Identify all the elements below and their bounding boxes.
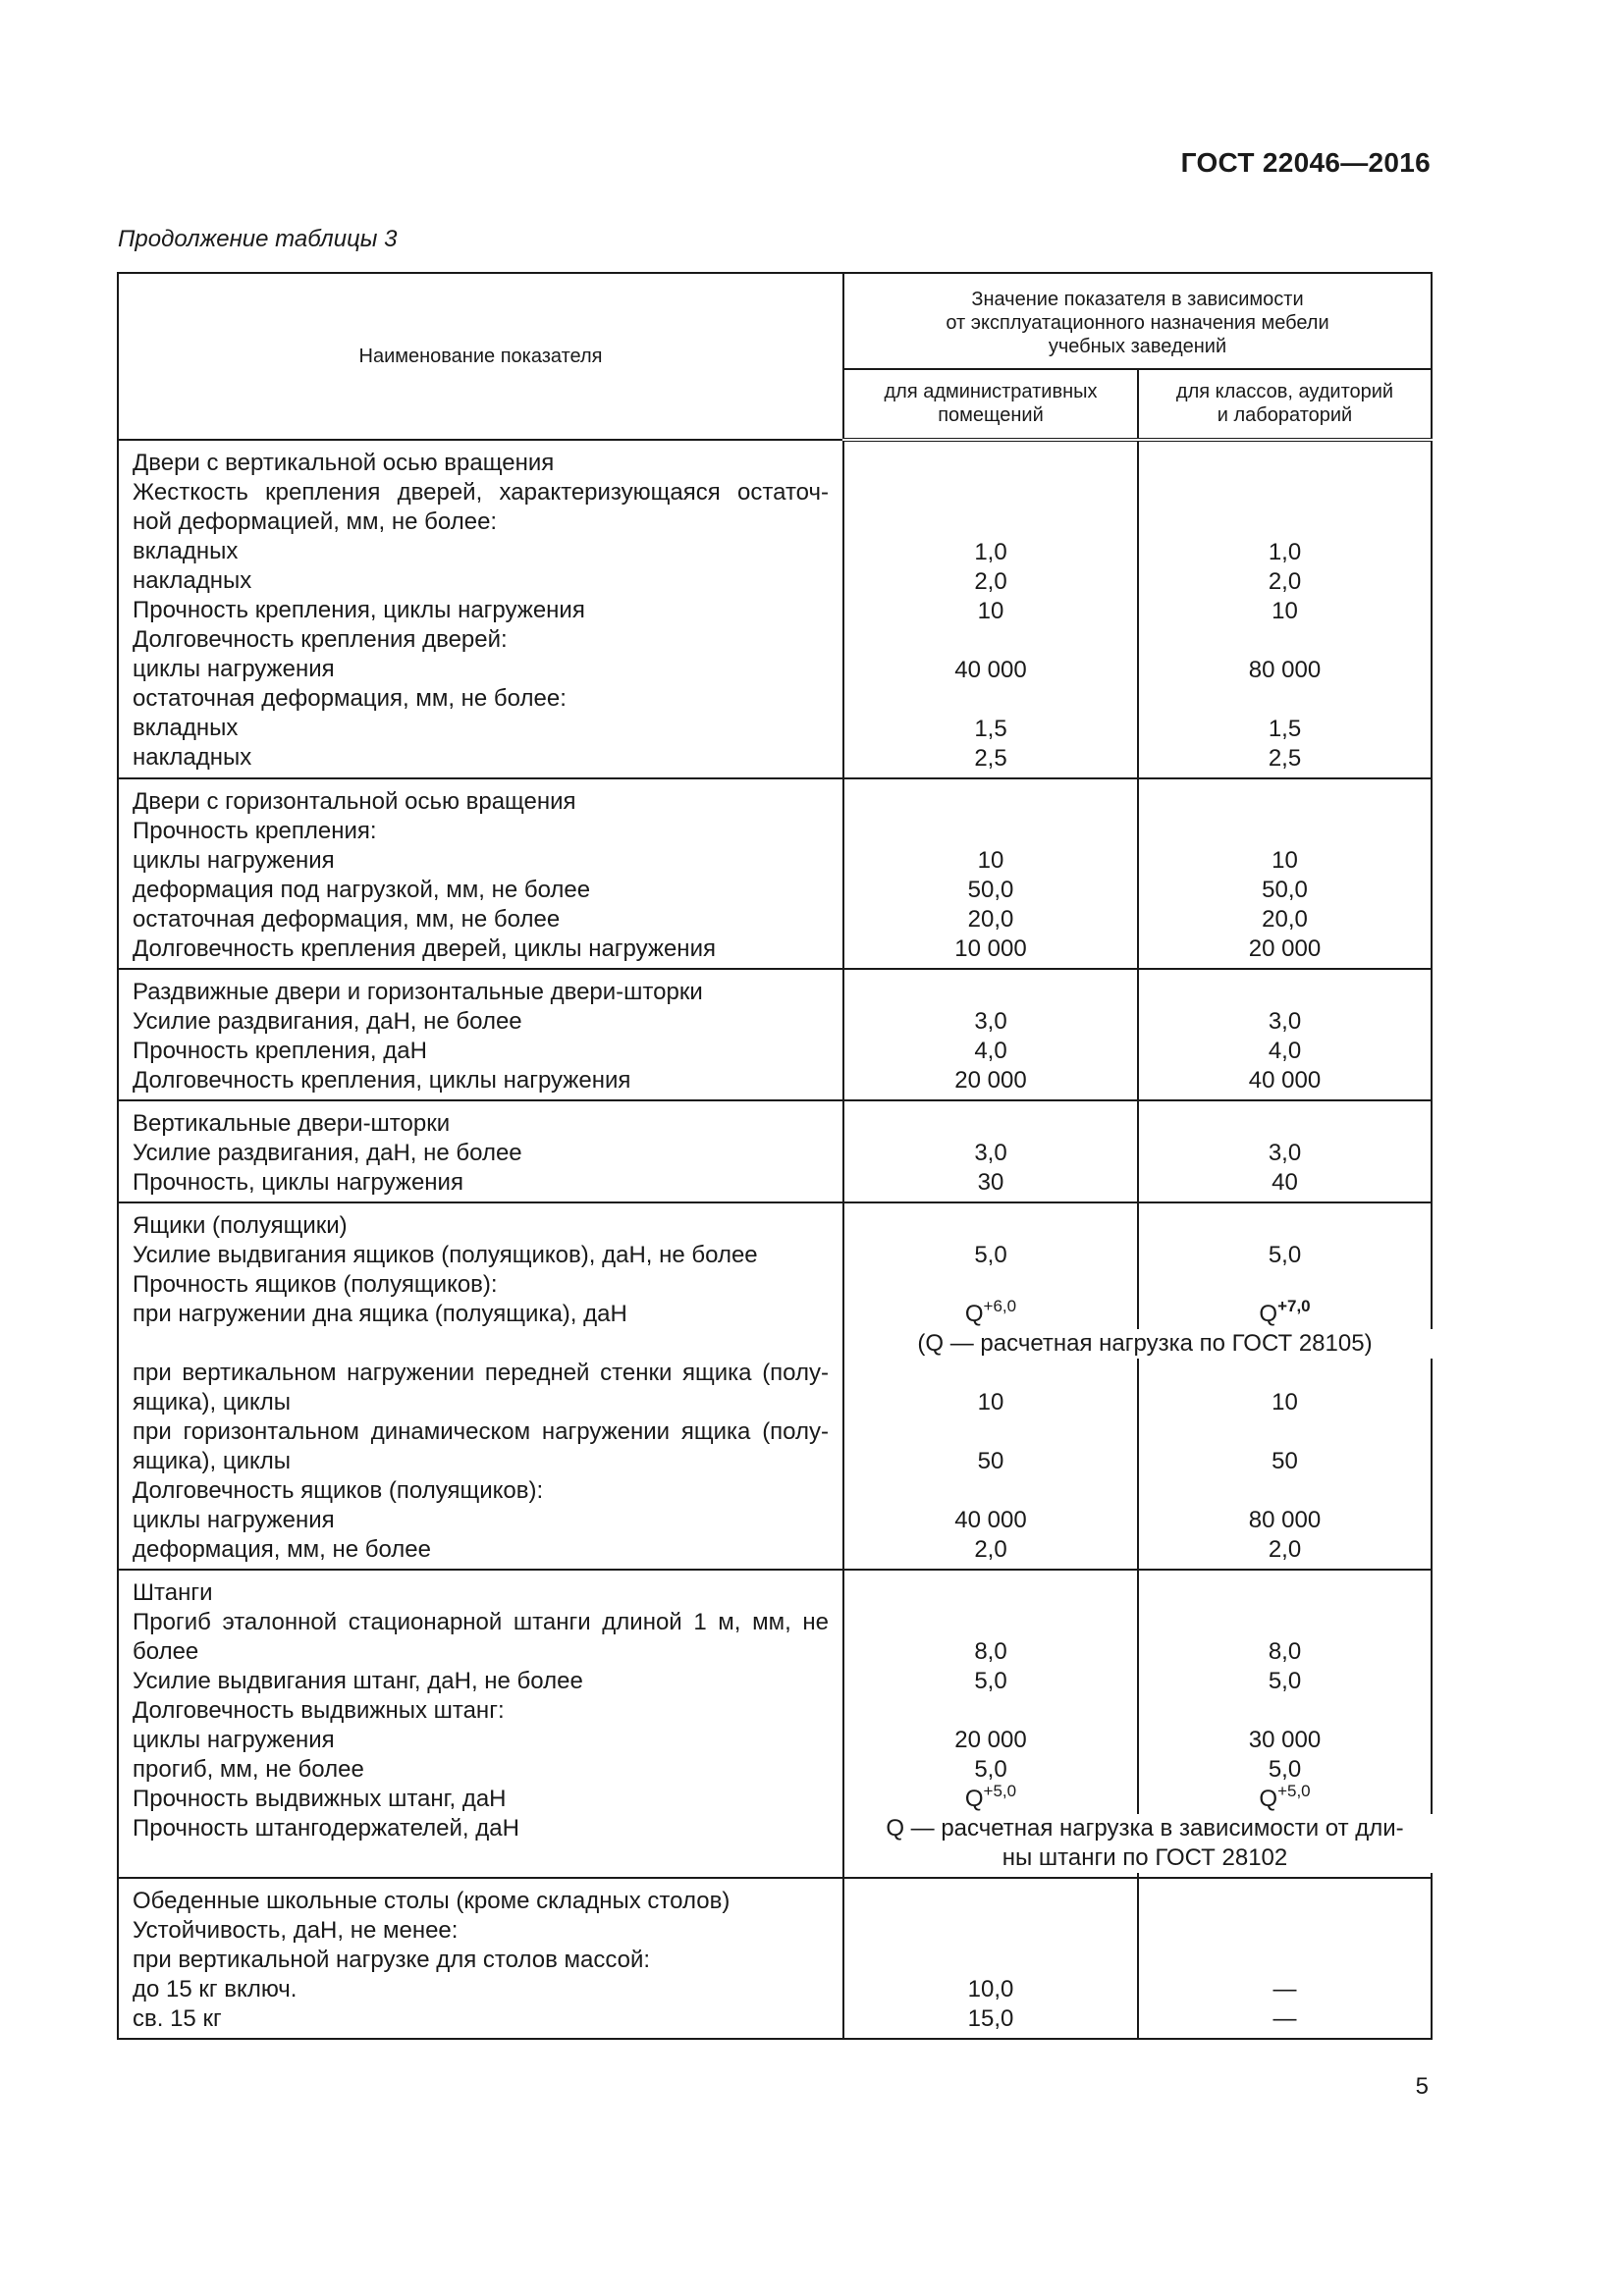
table-row (118, 440, 1432, 778)
value-cell-administrative: 10 50,0 20,0 10 000 (843, 778, 1138, 969)
header-name-column: Наименование показателя (118, 273, 843, 440)
document-code: ГОСТ 22046—2016 (1180, 147, 1431, 178)
table-caption: Продолжение таблицы 3 (118, 226, 398, 252)
value-cell-administrative: 8,0 5,0 20 000 5,0 $Q^{+5,0}$ Q — расчетная нагрузка в зависимости от дли- ны штанги по ГОСТ 28102 (843, 1570, 1138, 1878)
value-cell-classroom: 10 50,0 20,0 20 000 (1138, 778, 1432, 969)
table-row (118, 969, 1432, 1100)
value-cell-classroom: 1,0 2,0 10 80 000 1,5 2,5 (1138, 440, 1432, 778)
header-value-group: Значение показателя в зависимости от эксплуатационного назначения мебели учебных заведений (843, 273, 1432, 369)
indicator-cell: Раздвижные двери и горизонтальные двери-шторки Усилие раздвигания, даН, не более Прочность крепления, даН Долговечность крепления, циклы нагружения (118, 969, 843, 1100)
table-row (118, 1878, 1432, 2039)
header-administrative-column: для административных помещений (843, 369, 1138, 440)
indicator-cell: Обеденные школьные столы (кроме складных столов) Устойчивость, даН, не менее: при вертикальной нагрузке для столов массой: до 15 кг включ. св. 15 кг (118, 1878, 843, 2039)
q-formula: $Q^{+7,0}$ (1259, 1297, 1311, 1327)
value-cell-administrative: 1,0 2,0 10 40 000 1,5 2,5 (843, 440, 1138, 778)
indicator-cell: Ящики (полуящики) Усилие выдвигания ящиков (полуящиков), даН, не более Прочность ящиков (полуящиков): при нагружении дна ящика (полуящика), даН при вертикальном нагружении передней стенки ящика (полу- ящика), циклы при горизонтальном динамическом нагружении ящика (полу- ящика), циклы Долговечность ящиков (полуящиков): циклы нагружения деформация, мм, не более (118, 1202, 843, 1570)
value-cell-classroom: 8,0 5,0 30 000 5,0 $Q^{+5,0}$ (1138, 1570, 1432, 1878)
value-cell-classroom: 3,0 40 (1138, 1100, 1432, 1202)
q-formula: $Q^{+5,0}$ (964, 1782, 1017, 1812)
q-formula: $Q^{+6,0}$ (964, 1297, 1017, 1327)
table-row (118, 1202, 1432, 1570)
q-note: Q — расчетная нагрузка в зависимости от дли- ны штанги по ГОСТ 28102 (844, 1814, 1445, 1873)
value-cell-classroom: — — (1138, 1878, 1432, 2039)
value-cell-classroom: 5,0 $Q^{+7,0}$ 10 50 80 000 2,0 (1138, 1202, 1432, 1570)
table-row (118, 1570, 1432, 1878)
header-classroom-column: для классов, аудиторий и лабораторий (1138, 369, 1432, 440)
value-cell-administrative: 5,0 $Q^{+6,0}$ (Q — расчетная нагрузка по ГОСТ 28105) 10 50 40 000 2,0 (843, 1202, 1138, 1570)
q-note: (Q — расчетная нагрузка по ГОСТ 28105) (844, 1329, 1445, 1359)
value-cell-administrative: 10,0 15,0 (843, 1878, 1138, 2039)
indicator-cell: Штанги Прогиб эталонной стационарной штанги длиной 1 м, мм, не более Усилие выдвигания штанг, даН, не более Долговечность выдвижных штанг: циклы нагружения прогиб, мм, не более Прочность выдвижных штанг, даН Прочность штангодержателей, даН (118, 1570, 843, 1878)
value-cell-administrative: 3,0 4,0 20 000 (843, 969, 1138, 1100)
q-formula: $Q^{+5,0}$ (1259, 1782, 1311, 1812)
requirements-table (117, 272, 1433, 2040)
table-row (118, 778, 1432, 969)
indicator-cell: Вертикальные двери-шторки Усилие раздвигания, даН, не более Прочность, циклы нагружения (118, 1100, 843, 1202)
value-cell-classroom: 3,0 4,0 40 000 (1138, 969, 1432, 1100)
indicator-cell: Двери с вертикальной осью вращения Жесткость крепления дверей, характеризующаяся остаточ- ной деформацией, мм, не более: вкладных накладных Прочность крепления, циклы нагружения Долговечность крепления дверей: циклы нагружения остаточная деформация, мм, не более: вкладных накладных (118, 440, 843, 778)
table-row (118, 1100, 1432, 1202)
indicator-cell: Двери с горизонтальной осью вращения Прочность крепления: циклы нагружения деформация под нагрузкой, мм, не более остаточная деформация, мм, не более Долговечность крепления дверей, циклы нагружения (118, 778, 843, 969)
value-cell-administrative: 3,0 30 (843, 1100, 1138, 1202)
page-number: 5 (1415, 2073, 1429, 2100)
